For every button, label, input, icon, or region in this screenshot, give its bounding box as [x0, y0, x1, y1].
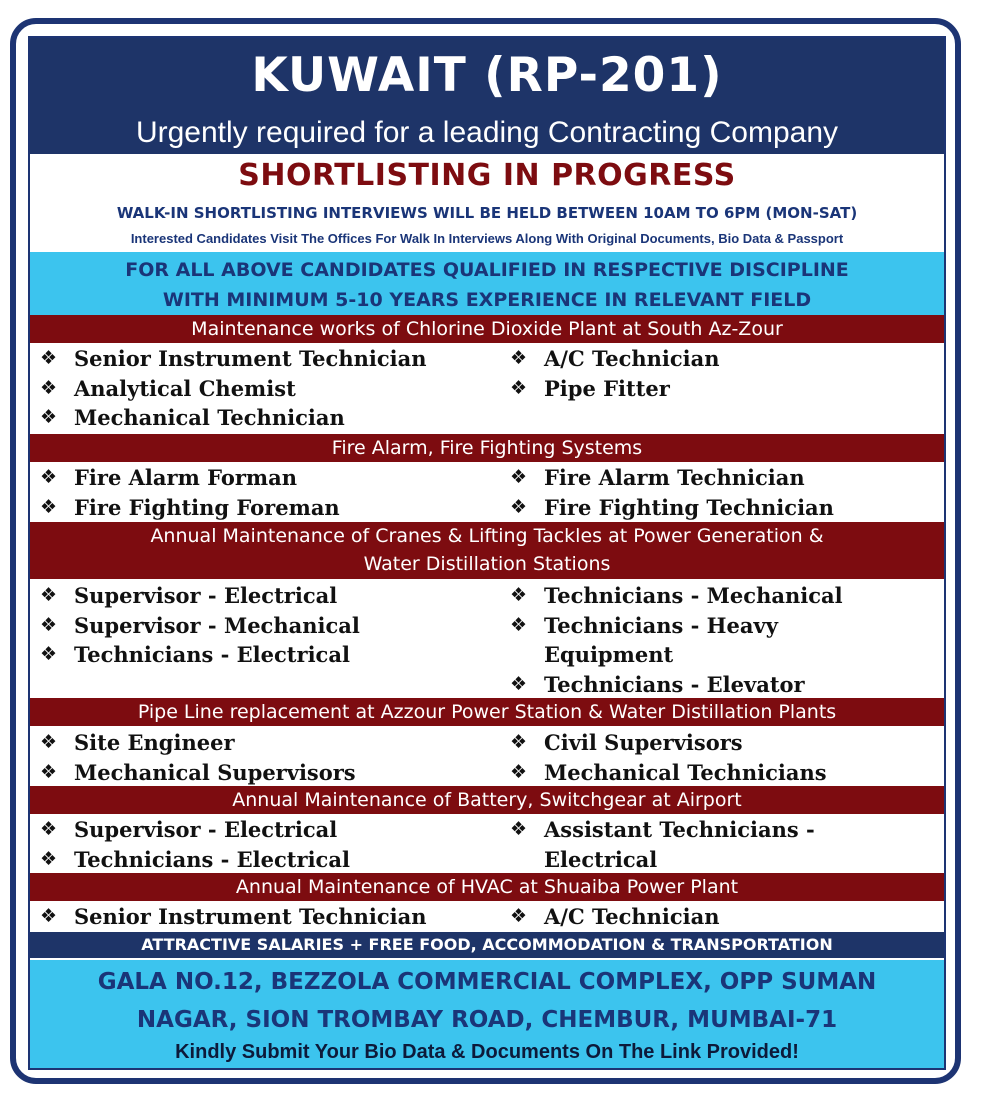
section-header-line-1: Annual Maintenance of Cranes & Lifting Tackles at Power Generation &: [150, 525, 824, 547]
bullet-icon: ❖: [510, 613, 528, 636]
section-header: Maintenance works of Chlorine Dioxide Plant at South Az-Zour: [30, 315, 944, 343]
bullet-icon: ❖: [510, 584, 528, 606]
list-item: ❖ Senior Instrument Technician: [40, 344, 500, 374]
section-header: Annual Maintenance of HVAC at Shuaiba Power Plant: [30, 873, 944, 901]
section-items: [30, 581, 944, 699]
bullet-icon: ❖: [40, 376, 58, 399]
section-header: Annual Maintenance of Battery, Switchgear at Airport: [30, 786, 944, 814]
bullet-icon: ❖: [40, 584, 58, 606]
list-item: ❖ Supervisor - Electrical: [40, 581, 500, 611]
bullet-icon: ❖: [40, 347, 58, 369]
bullet-icon: ❖: [510, 905, 528, 927]
walkin-note: WALK-IN SHORTLISTING INTERVIEWS WILL BE HELD BETWEEN 10AM TO 6PM (MON-SAT): [116, 204, 858, 222]
bullet-icon: ❖: [510, 818, 528, 840]
salaries-banner: ATTRACTIVE SALARIES + FREE FOOD, ACCOMMODATION & TRANSPORTATION: [30, 932, 944, 958]
list-item: ❖ Analytical Chemist: [40, 374, 500, 404]
bullet-icon: ❖: [40, 466, 58, 488]
list-item: ❖ A/C Technician: [510, 344, 930, 374]
list-item: ❖ Supervisor - Mechanical: [40, 611, 500, 641]
list-item: ❖ Supervisor - Electrical: [40, 815, 500, 845]
list-item: ❖ Technicians - Elevator: [510, 670, 840, 700]
list-item: ❖ Mechanical Technicians: [510, 758, 930, 788]
section-header: Pipe Line replacement at Azzour Power Station & Water Distillation Plants: [30, 698, 944, 726]
page-title: KUWAIT (RP-201): [251, 48, 723, 103]
list-item: ❖ Fire Fighting Foreman: [40, 493, 500, 523]
list-item: ❖ Senior Instrument Technician: [40, 902, 500, 932]
header-band: [30, 38, 944, 154]
list-item: ❖ Mechanical Supervisors: [40, 758, 500, 788]
bullet-icon: ❖: [510, 672, 528, 695]
submit-note: Kindly Submit Your Bio Data & Documents On The Link Provided!: [175, 1041, 799, 1063]
list-item: ❖ Mechanical Technician: [40, 403, 500, 433]
list-item: ❖ Civil Supervisors: [510, 728, 930, 758]
interested-note: Interested Candidates Visit The Offices For Walk In Interviews Along With Original Documents, Bio Data & Passport: [130, 231, 844, 246]
address-band: [30, 960, 944, 1068]
section-items: [30, 728, 944, 786]
qualification-line-2: WITH MINIMUM 5-10 YEARS EXPERIENCE IN RELEVANT FIELD: [162, 289, 812, 311]
bullet-icon: ❖: [40, 406, 58, 428]
section-items: [30, 344, 944, 434]
bullet-icon: ❖: [510, 760, 528, 783]
section-items: [30, 463, 944, 523]
list-item: ❖ Assistant Technicians - Electrical: [510, 815, 850, 874]
bullet-icon: ❖: [510, 731, 528, 753]
bullet-icon: ❖: [510, 466, 528, 488]
section-items: [30, 815, 944, 873]
qualification-line-1: FOR ALL ABOVE CANDIDATES QUALIFIED IN RESPECTIVE DISCIPLINE: [125, 259, 849, 281]
list-item: ❖ A/C Technician: [510, 902, 930, 932]
bullet-icon: ❖: [40, 905, 58, 927]
list-item: ❖ Fire Alarm Forman: [40, 463, 500, 493]
page-subtitle: Urgently required for a leading Contracting Company: [135, 116, 839, 149]
section-header-line-2: Water Distillation Stations: [363, 553, 611, 575]
list-item: ❖ Fire Alarm Technician: [510, 463, 930, 493]
section-items: [30, 902, 944, 931]
bullet-icon: ❖: [40, 847, 58, 870]
list-item: ❖ Fire Fighting Technician: [510, 493, 930, 523]
qualification-band: [30, 252, 944, 316]
bullet-icon: ❖: [40, 613, 58, 636]
address-line-2: NAGAR, SION TROMBAY ROAD, CHEMBUR, MUMBAI-71: [136, 1007, 838, 1033]
bullet-icon: ❖: [510, 376, 528, 399]
section-header: [30, 522, 944, 579]
bullet-icon: ❖: [40, 495, 58, 518]
bullet-icon: ❖: [510, 495, 528, 518]
list-item: ❖ Pipe Fitter: [510, 374, 930, 404]
bullet-icon: ❖: [40, 818, 58, 840]
list-item: ❖ Technicians - Electrical: [40, 640, 500, 670]
bullet-icon: ❖: [40, 760, 58, 783]
bullet-icon: ❖: [510, 347, 528, 369]
list-item: ❖ Technicians - Electrical: [40, 845, 500, 875]
address-line-1: GALA NO.12, BEZZOLA COMMERCIAL COMPLEX, OPP SUMAN: [97, 969, 877, 995]
list-item: ❖ Site Engineer: [40, 728, 500, 758]
bullet-icon: ❖: [40, 731, 58, 753]
list-item: ❖ Technicians - Heavy Equipment: [510, 611, 840, 670]
list-item: ❖ Technicians - Mechanical: [510, 581, 840, 611]
bullet-icon: ❖: [40, 643, 58, 665]
section-header: Fire Alarm, Fire Fighting Systems: [30, 434, 944, 462]
shortlisting-heading: SHORTLISTING IN PROGRESS: [238, 158, 736, 193]
